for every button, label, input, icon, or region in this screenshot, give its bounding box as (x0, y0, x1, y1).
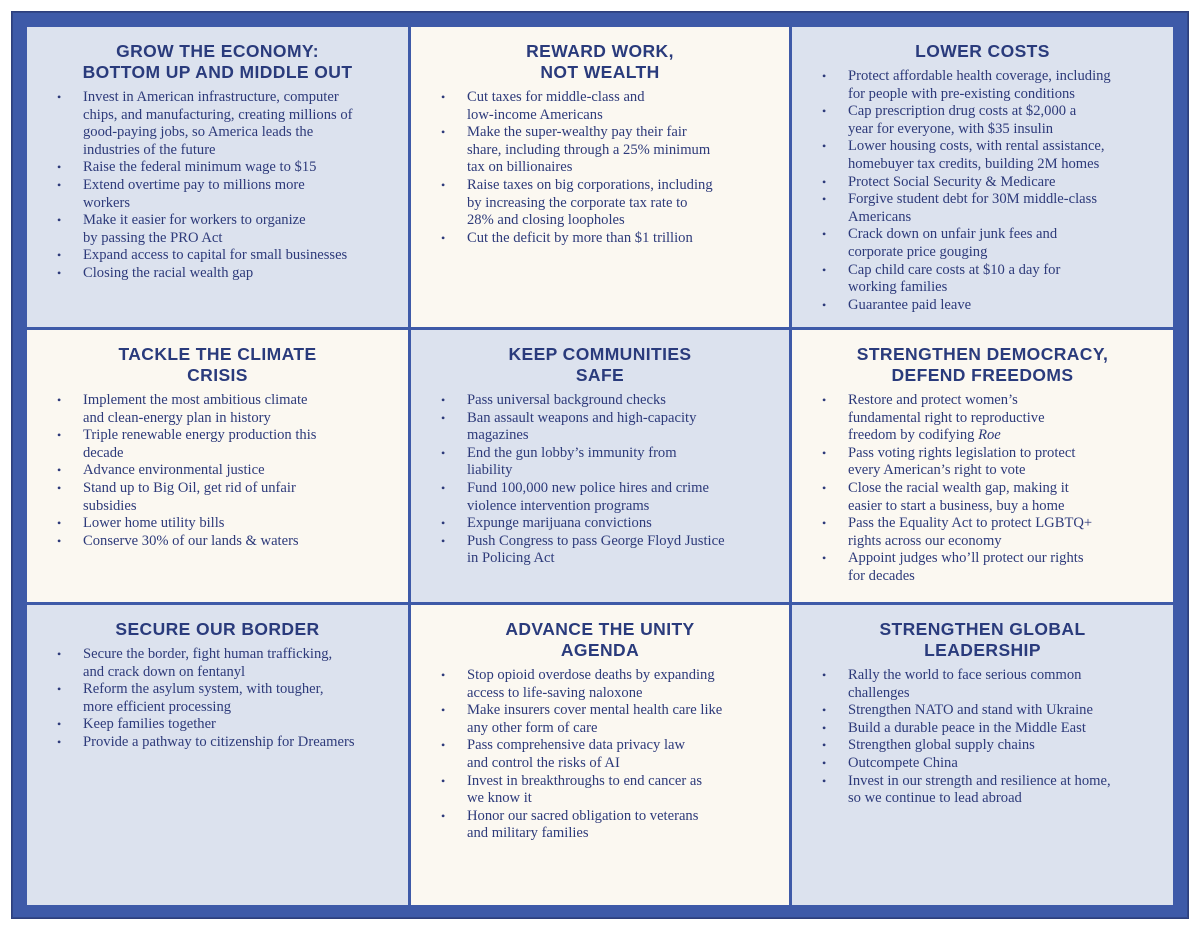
list-item: • Make it easier for workers to organize by passing the PRO Act (57, 212, 388, 247)
list-item: • Cut the deficit by more than $1 trillion (441, 230, 769, 248)
section-title: KEEP COMMUNITIES SAFE (508, 344, 692, 385)
list-item: • Make the super-wealthy pay their fair share, including through a 25% minimum tax on billionaires (441, 124, 769, 177)
list-item: • Conserve 30% of our lands & waters (57, 533, 388, 551)
list-item: • Guarantee paid leave (822, 297, 1153, 315)
section-title: REWARD WORK, NOT WEALTH (526, 41, 674, 82)
list-item: • Reform the asylum system, with tougher, more efficient processing (57, 681, 388, 716)
section-grow-the-economy (27, 27, 408, 327)
list-item: • Closing the racial wealth gap (57, 265, 388, 283)
list-item: • Appoint judges who’ll protect our rights for decades (822, 550, 1153, 585)
bullet-list (822, 667, 1153, 808)
section-global-leadership (792, 605, 1173, 905)
section-title: ADVANCE THE UNITY AGENDA (505, 619, 695, 660)
list-item: • Extend overtime pay to millions more workers (57, 177, 388, 212)
list-item: • Cap child care costs at $10 a day for working families (822, 262, 1153, 297)
list-item: • Push Congress to pass George Floyd Justice in Policing Act (441, 533, 769, 568)
policy-grid (27, 27, 1173, 905)
list-item: • Strengthen global supply chains (822, 737, 1153, 755)
list-item: • Outcompete China (822, 755, 1153, 773)
list-item: • Advance environmental justice (57, 462, 388, 480)
list-item: • Implement the most ambitious climate and clean-energy plan in history (57, 392, 388, 427)
list-item: • Lower home utility bills (57, 515, 388, 533)
list-item: • Pass universal background checks (441, 392, 769, 410)
bullet-list (822, 392, 1153, 586)
section-title: STRENGTHEN DEMOCRACY, DEFEND FREEDOMS (856, 344, 1109, 385)
bullet-list (822, 68, 1153, 314)
list-item: • Build a durable peace in the Middle East (822, 720, 1153, 738)
bullet-list (441, 392, 769, 568)
list-item: • Pass comprehensive data privacy law and control the risks of AI (441, 737, 769, 772)
list-item: • Expunge marijuana convictions (441, 515, 769, 533)
list-item: • Make insurers cover mental health care like any other form of care (441, 702, 769, 737)
list-item: • Invest in breakthroughs to end cancer as we know it (441, 773, 769, 808)
section-title: STRENGTHEN GLOBAL LEADERSHIP (879, 619, 1086, 660)
list-item: • Raise the federal minimum wage to $15 (57, 159, 388, 177)
list-item: • Protect Social Security & Medicare (822, 174, 1153, 192)
section-keep-communities-safe (411, 330, 789, 602)
section-title: GROW THE ECONOMY: BOTTOM UP AND MIDDLE OUT (82, 41, 353, 82)
list-item: • Cut taxes for middle-class and low-income Americans (441, 89, 769, 124)
list-item: • Fund 100,000 new police hires and crime violence intervention programs (441, 480, 769, 515)
bullet-list (441, 89, 769, 247)
section-unity-agenda (411, 605, 789, 905)
list-item: • Invest in our strength and resilience at home, so we continue to lead abroad (822, 773, 1153, 808)
list-item: • End the gun lobby’s immunity from liability (441, 445, 769, 480)
list-item: • Triple renewable energy production this decade (57, 427, 388, 462)
list-item: • Keep families together (57, 716, 388, 734)
list-item: • Stop opioid overdose deaths by expanding access to life-saving naloxone (441, 667, 769, 702)
list-item: • Strengthen NATO and stand with Ukraine (822, 702, 1153, 720)
list-item: • Pass the Equality Act to protect LGBTQ+ rights across our economy (822, 515, 1153, 550)
list-item: • Forgive student debt for 30M middle-class Americans (822, 191, 1153, 226)
list-item: • Raise taxes on big corporations, including by increasing the corporate tax rate to 28% and closing loopholes (441, 177, 769, 230)
section-title: SECURE OUR BORDER (115, 619, 320, 639)
list-item: • Provide a pathway to citizenship for Dreamers (57, 734, 388, 752)
list-item: • Close the racial wealth gap, making it easier to start a business, buy a home (822, 480, 1153, 515)
bullet-list (57, 392, 388, 550)
list-item: • Rally the world to face serious common challenges (822, 667, 1153, 702)
list-item: • Invest in American infrastructure, computer chips, and manufacturing, creating millions of good-paying jobs, so America leads the industries of the future (57, 89, 388, 159)
list-item: • Pass voting rights legislation to protect every American’s right to vote (822, 445, 1153, 480)
list-item: • Protect affordable health coverage, including for people with pre-existing conditions (822, 68, 1153, 103)
section-reward-work (411, 27, 789, 327)
list-item: • Cap prescription drug costs at $2,000 a year for everyone, with $35 insulin (822, 103, 1153, 138)
list-item: • Ban assault weapons and high-capacity magazines (441, 410, 769, 445)
list-item: • Expand access to capital for small businesses (57, 247, 388, 265)
list-item: • Secure the border, fight human trafficking, and crack down on fentanyl (57, 646, 388, 681)
section-lower-costs (792, 27, 1173, 327)
list-item: • Restore and protect women’s fundamental right to reproductive freedom by codifying Roe (822, 392, 1153, 445)
list-item: • Stand up to Big Oil, get rid of unfair subsidies (57, 480, 388, 515)
policy-grid-frame (12, 12, 1188, 918)
section-title: TACKLE THE CLIMATE CRISIS (118, 344, 317, 385)
list-item: • Crack down on unfair junk fees and corporate price gouging (822, 226, 1153, 261)
list-item: • Honor our sacred obligation to veterans and military families (441, 808, 769, 843)
bullet-list (57, 646, 388, 752)
list-item: • Lower housing costs, with rental assistance, homebuyer tax credits, building 2M homes (822, 138, 1153, 173)
bullet-list (57, 89, 388, 283)
section-strengthen-democracy (792, 330, 1173, 602)
bullet-list (441, 667, 769, 843)
section-title: LOWER COSTS (915, 41, 1050, 61)
section-tackle-climate (27, 330, 408, 602)
section-secure-our-border (27, 605, 408, 905)
